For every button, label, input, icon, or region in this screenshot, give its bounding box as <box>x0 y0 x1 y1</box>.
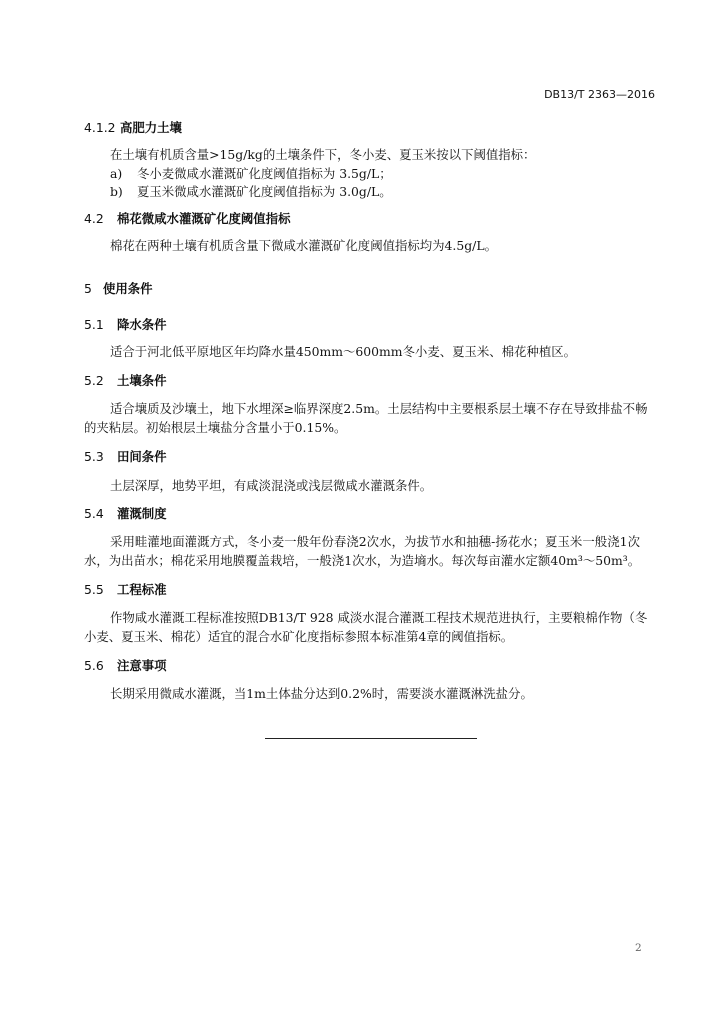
paragraph-line: 适合壤质及沙壤土，地下水埋深≥临界深度2.5m。土层结构中主要根系层土壤不存在导致排盐不畅 <box>110 401 648 416</box>
clause-5-2-heading <box>84 373 167 389</box>
paragraph-line: 土层深厚，地势平坦，有咸淡混浇或浅层微咸水灌溉条件。 <box>110 478 433 493</box>
clause-title: 棉花微咸水灌溉矿化度阈值指标 <box>117 211 291 226</box>
clause-number: 5.2 <box>84 373 104 388</box>
clause-4-2-heading <box>84 211 291 227</box>
paragraph-line: 棉花在两种土壤有机质含量下微咸水灌溉矿化度阈值指标均为4.5g/L。 <box>110 238 497 253</box>
page-number: 2 <box>635 942 642 954</box>
clause-4-1-2-intro: 在土壤有机质含量>15g/kg的土壤条件下，冬小麦、夏玉米按以下阈值指标： <box>110 147 536 162</box>
clause-title: 土壤条件 <box>117 373 167 388</box>
chapter-number: 5 <box>84 281 92 296</box>
chapter-title: 使用条件 <box>103 281 153 296</box>
clause-title: 工程标准 <box>117 582 167 597</box>
clause-title: 灌溉制度 <box>117 506 167 521</box>
paragraph-line: 长期采用微咸水灌溉，当1m土体盐分达到0.2%时，需要淡水灌溉淋洗盐分。 <box>110 686 533 701</box>
paragraph-line: 小麦、夏玉米、棉花）适宜的混合水矿化度指标参照本标准第4章的阈值指标。 <box>84 629 514 644</box>
clause-title: 高肥力土壤 <box>120 120 182 135</box>
clause-number: 4.1.2 <box>84 120 116 135</box>
paragraph-line: 适合于河北低平原地区年均降水量450mm～600mm冬小麦、夏玉米、棉花种植区。 <box>110 344 577 359</box>
clause-title: 注意事项 <box>117 658 167 673</box>
clause-number: 5.4 <box>84 506 104 521</box>
paragraph-line: 水，为出苗水；棉花采用地膜覆盖栽培，一般浇1次水，为造墒水。每次每亩灌水定额40m³～50m³。 <box>84 553 641 568</box>
list-item-text: 夏玉米微咸水灌溉矿化度阈值指标为 3.0g/L。 <box>137 184 392 199</box>
paragraph-line: 的夹粘层。初始根层土壤盐分含量小于0.15%。 <box>84 420 347 435</box>
clause-5-4-heading <box>84 506 167 522</box>
clause-title: 降水条件 <box>117 317 167 332</box>
end-of-text-rule <box>265 738 477 739</box>
clause-number: 5.5 <box>84 582 104 597</box>
clause-5-1-heading <box>84 317 167 333</box>
list-item-marker: a) <box>110 166 123 181</box>
clause-5-5-heading <box>84 582 167 598</box>
clause-number: 5.6 <box>84 658 104 673</box>
clause-title: 田间条件 <box>117 449 167 464</box>
paragraph-line: 作物咸水灌溉工程标准按照DB13/T 928 咸淡水混合灌溉工程技术规范进执行，主要粮棉作物（冬 <box>110 610 648 625</box>
clause-number: 5.1 <box>84 317 104 332</box>
list-item-marker: b) <box>110 184 123 199</box>
clause-number: 4.2 <box>84 211 104 226</box>
clause-5-6-heading <box>84 658 167 674</box>
standard-code-header: DB13/T 2363—2016 <box>544 88 655 101</box>
clause-5-3-heading <box>84 449 167 465</box>
list-item-text: 冬小麦微咸水灌溉矿化度阈值指标为 3.5g/L； <box>137 166 392 181</box>
clause-4-1-2-heading <box>84 120 182 136</box>
paragraph-line: 采用畦灌地面灌溉方式，冬小麦一般年份春浇2次水，为拔节水和抽穗-扬花水；夏玉米一般浇1次 <box>110 534 640 549</box>
chapter-5-heading <box>84 281 153 297</box>
clause-number: 5.3 <box>84 449 104 464</box>
